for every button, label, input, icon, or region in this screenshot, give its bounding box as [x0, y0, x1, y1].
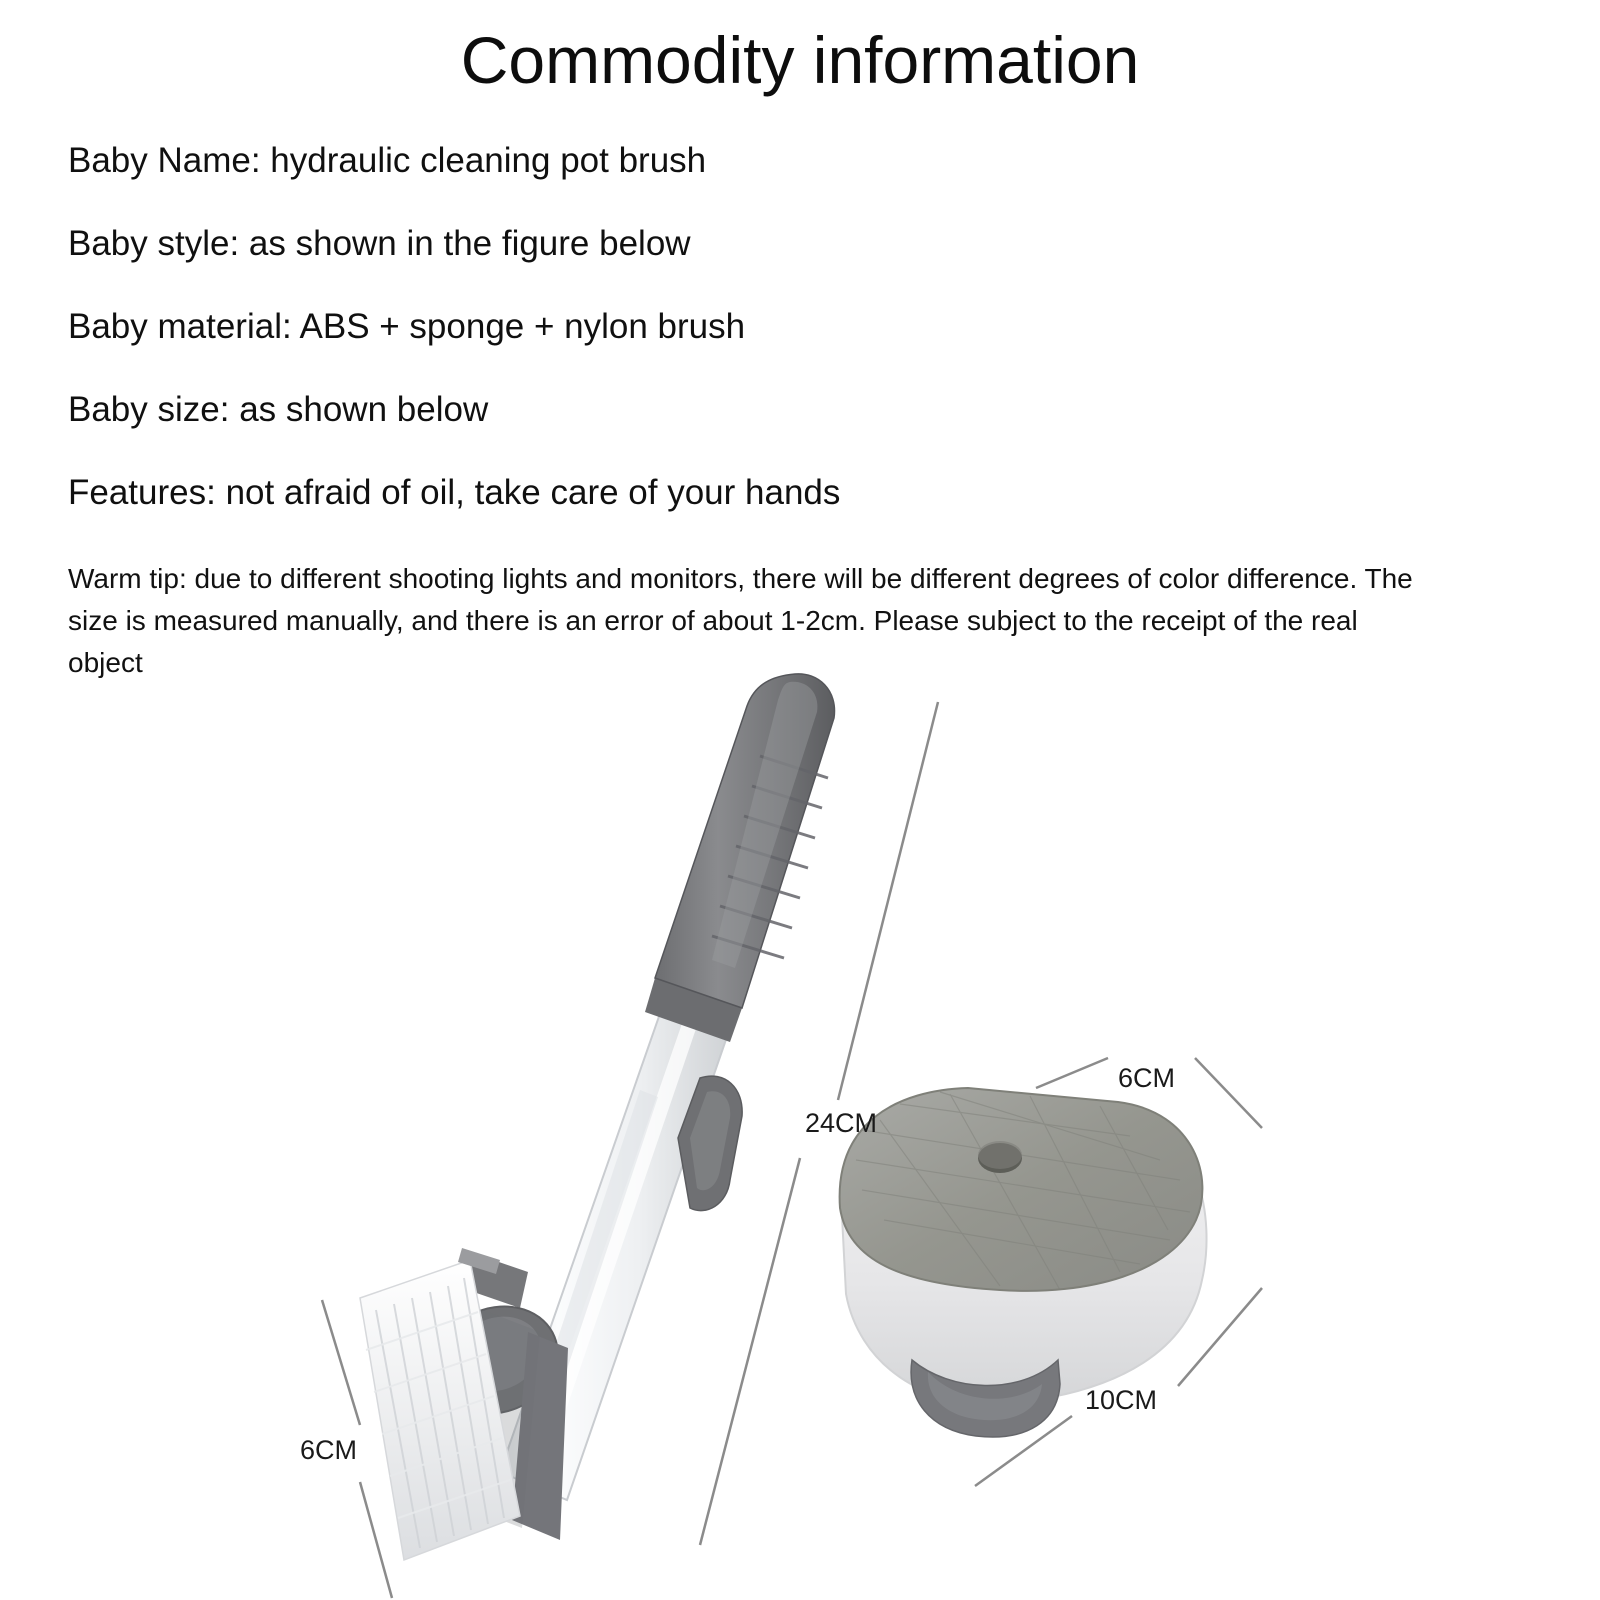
spec-item-features: Features: not afraid of oil, take care of your hands [68, 473, 841, 512]
product-illustration [0, 660, 1600, 1600]
dimension-label-6cm-brush: 6CM [300, 1435, 358, 1465]
warm-tip-text: Warm tip: due to different shooting lights and monitors, there will be different degrees of color difference. The size is measured manually, and there is an error of about 1-2cm. Please subject to the receipt of the real object [68, 563, 1413, 678]
spec-item-name: Baby Name: hydraulic cleaning pot brush [68, 141, 707, 180]
spec-item-material: Baby material: ABS + sponge + nylon brush [68, 307, 746, 346]
specification-list [68, 140, 1518, 555]
spec-item-size: Baby size: as shown below [68, 390, 489, 429]
page-title: Commodity information [460, 23, 1140, 97]
product-diagram [0, 660, 1600, 1600]
brush-handle-grip [655, 674, 835, 1008]
dimension-label-10cm: 10CM [1085, 1385, 1158, 1415]
brush-bristles [360, 1260, 520, 1560]
dimension-label-6cm-sponge: 6CM [1118, 1063, 1176, 1093]
brush-product-image [360, 674, 835, 1560]
dimension-label-24cm: 24CM [805, 1108, 878, 1138]
spec-item-style: Baby style: as shown in the figure below [68, 224, 691, 263]
